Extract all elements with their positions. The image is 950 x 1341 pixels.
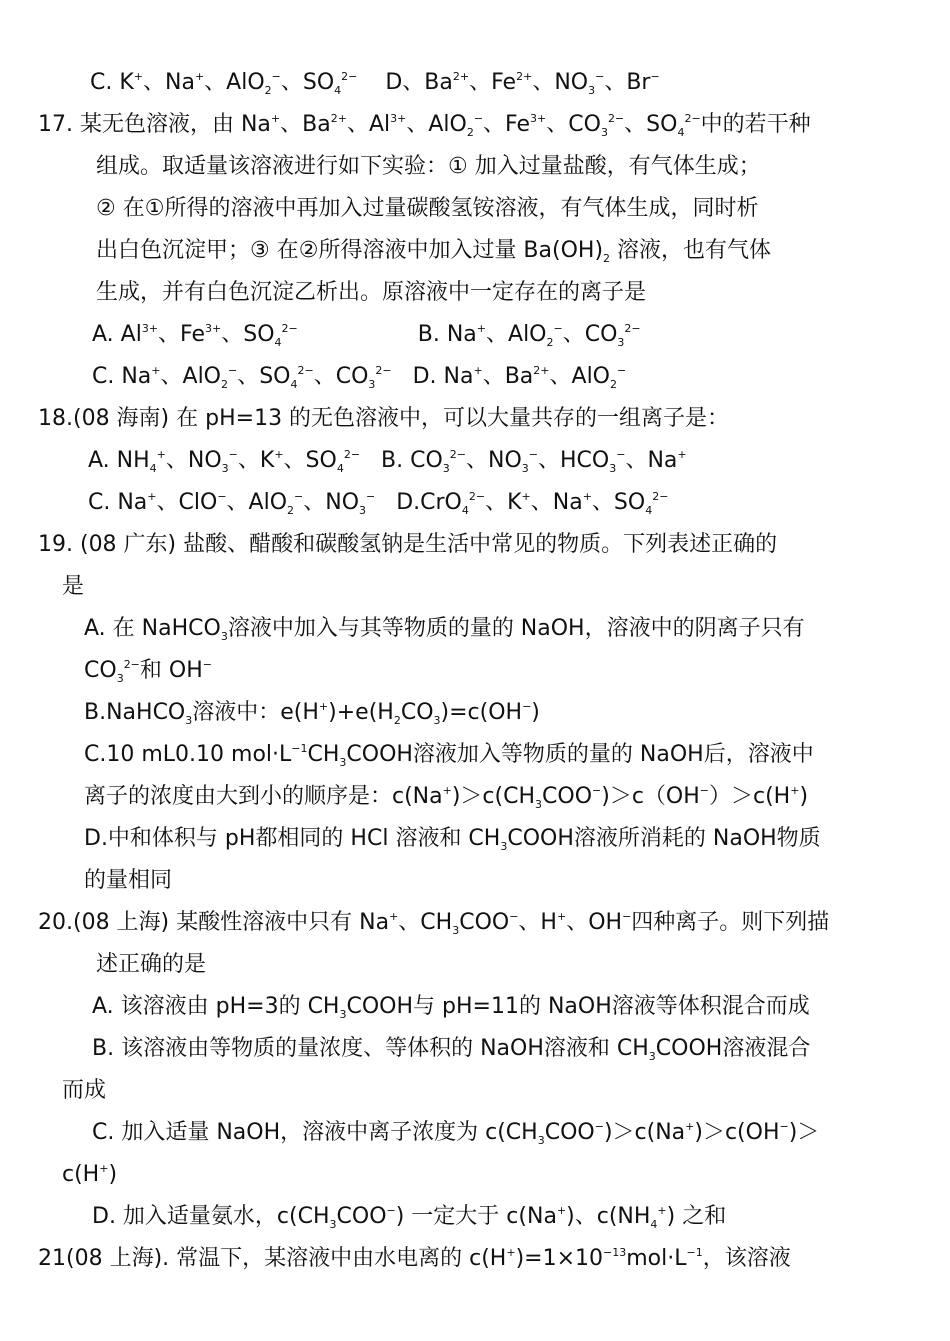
q19-option-b: B.NaHCO$_3$溶液中：$e(H^+)+e(H_2CO_3)=c(OH^-)$ <box>84 700 540 727</box>
q18-options-ab: A. $NH_4^+$、$NO_3^-$、K+、$SO_4^{2-}$ B. $CO_3^{2-}$、$NO_3^-$、$HCO_3^-$、Na+ <box>88 448 687 475</box>
q19-stem-line2: 是 <box>62 574 85 599</box>
q21-stem: 21(08 上海). 常温下，某溶液中由水电离的 $c(H^+)=1\times 10^{-13}mol\cdot L^{-1}$，该溶液 <box>38 1246 791 1271</box>
q20-option-d: D. 加入适量氨水，$c(CH_3COO^-)$ 一定大于 c(Na+)、$c(NH_4^+)$ 之和 <box>92 1204 727 1231</box>
q20-option-b-line2: 而成 <box>62 1078 107 1103</box>
q20-option-c-line1: C. 加入适量 NaOH，溶液中离子浓度为 $c(CH_3COO^-)>c(Na^+)>c(OH^-)>$ <box>92 1120 820 1147</box>
q20-stem-line1: 20.(08 上海) 某酸性溶液中只有 Na+、$CH_3COO^-$、H+、OH−四种离子。则下列描 <box>38 910 830 937</box>
q16-option-cd: C. K+、Na+、AlO$_2$−、$SO_4^{2-}$ D、$Ba^{2+}$、$Fe^{2+}$、$NO_3^-$、Br− <box>90 70 660 97</box>
q17-stem-line3: ② 在①所得的溶液中再加入过量碳酸氢铵溶液，有气体生成，同时析 <box>96 196 759 221</box>
q19-option-c-line1: C.10 mL0.10 $mol\cdot L^{-1}CH_3COOH$溶液加入等物质的量的 NaOH后，溶液中 <box>84 742 814 769</box>
q19-option-c-line2: 离子的浓度由大到小的顺序是：$c(Na^+)>c(CH_3COO^-)>c(OH^-)>c(H^+)$ <box>84 784 809 811</box>
q19-option-d-line2: 的量相同 <box>84 868 173 893</box>
q20-option-b-line1: B. 该溶液由等物质的量浓度、等体积的 NaOH溶液和 $CH_3COOH$溶液混合 <box>92 1036 811 1063</box>
q19-option-a-line2: $CO_3^{2-}$和 OH− <box>84 658 212 685</box>
q20-option-c-line2: c(H+) <box>62 1162 118 1187</box>
q19-stem-line1: 19. (08 广东) 盐酸、醋酸和碳酸氢钠是生活中常见的物质。下列表述正确的 <box>38 532 778 557</box>
q20-stem-line2: 述正确的是 <box>96 952 207 977</box>
q17-stem-line2: 组成。取适量该溶液进行如下实验：① 加入过量盐酸，有气体生成； <box>96 154 761 179</box>
q17-stem-line5: 生成，并有白色沉淀乙析出。原溶液中一定存在的离子是 <box>96 280 647 305</box>
q17-options-cd: C. Na+、AlO$_2$−、$SO_4^{2-}$、$CO_3^{2-}$ D. Na+、$Ba^{2+}$、AlO$_2$− <box>92 364 627 391</box>
q17-stem-line1: 17. 某无色溶液，由 Na+、$Ba^{2+}$、$Al^{3+}$、AlO$_2$−、$Fe^{3+}$、$CO_3^{2-}$、$SO_4^{2-}$中的若干种 <box>38 112 811 139</box>
q19-option-a-line1: A. 在 NaHCO$_3$溶液中加入与其等物质的量的 NaOH，溶液中的阴离子只有 <box>84 616 805 643</box>
q18-options-cd: C. Na+、ClO−、AlO$_2$−、$NO_3^-$ D.CrO$_4^{2-}$、K+、Na+、$SO_4^{2-}$ <box>88 490 669 517</box>
q19-option-d-line1: D.中和体积与 pH都相同的 HCl 溶液和 $CH_3COOH$溶液所消耗的 NaOH物质 <box>84 826 821 853</box>
q17-options-ab: A. $Al^{3+}$、$Fe^{3+}$、$SO_4^{2-}$ B. Na+、AlO$_2$−、$CO_3^{2-}$ <box>92 322 641 349</box>
q20-option-a: A. 该溶液由 pH=3的 $CH_3COOH$与 pH=11的 NaOH溶液等体积混合而成 <box>92 994 810 1021</box>
q17-stem-line4: 出白色沉淀甲；③ 在②所得溶液中加入过量 $Ba(OH)_2$ 溶液，也有气体 <box>96 238 772 265</box>
q18-stem: 18.(08 海南) 在 pH=13 的无色溶液中，可以大量共存的一组离子是： <box>38 406 730 431</box>
